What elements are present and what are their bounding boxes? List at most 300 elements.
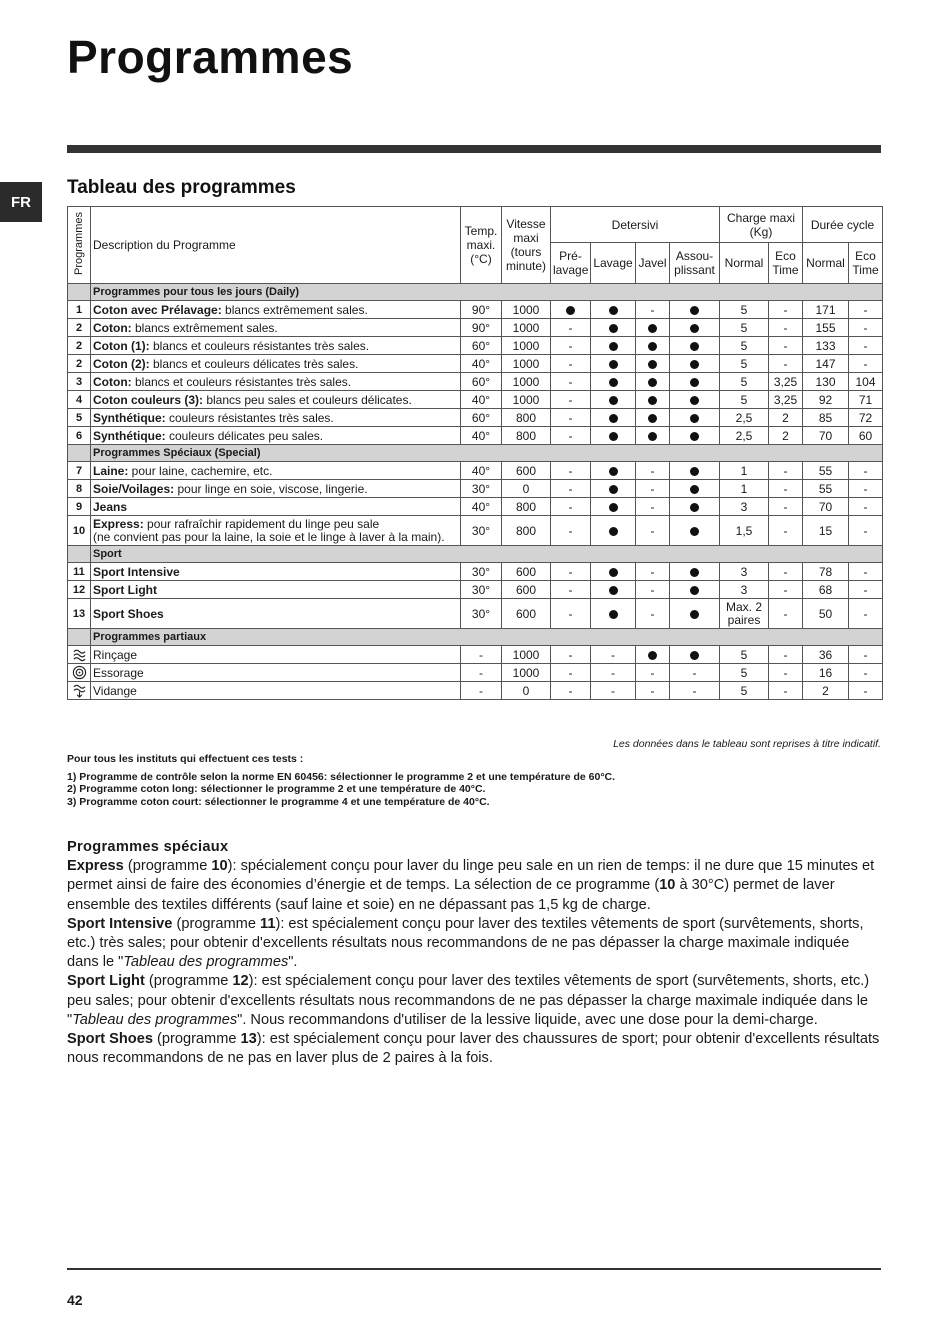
temp-value: 40° [461, 391, 502, 409]
duree-normal-value: 85 [803, 409, 849, 427]
duree-normal-value: 130 [803, 373, 849, 391]
duree-eco-value: - [849, 319, 883, 337]
temp-value: 40° [461, 462, 502, 480]
programme-detail: pour linge en soie, viscose, lingerie. [174, 481, 368, 496]
programme-number: 13 [68, 599, 91, 629]
table-row [68, 581, 883, 599]
filled-dot-icon [690, 503, 699, 512]
duree-normal-value: 16 [803, 664, 849, 682]
filled-dot-icon [609, 610, 618, 619]
javel-value [636, 355, 670, 373]
duree-normal-value: 68 [803, 581, 849, 599]
lavage-value [591, 581, 636, 599]
charge-eco-value: - [769, 646, 803, 664]
programme-name: Express: [93, 516, 144, 531]
programme-description [91, 498, 461, 516]
spin-icon [72, 665, 87, 680]
table-row [68, 427, 883, 445]
speed-value: 600 [502, 462, 551, 480]
group-label: Programmes pour tous les jours (Daily) [91, 284, 883, 301]
programmes-body [68, 284, 883, 700]
programmes-header-label: Programmes [73, 212, 85, 275]
sport-light-italic: Tableau des programmes [72, 1011, 238, 1028]
programme-description [91, 516, 461, 546]
programme-detail: blancs peu sales et couleurs délicates. [203, 392, 412, 407]
charge-eco-value: 2 [769, 427, 803, 445]
programme-description [91, 682, 461, 700]
sport-light-text: ): est spécialement conçu pour laver des textiles vêtements de sport (survêtements, shorts, etc.) peu sales; pour obtenir d'excellents résultats nous recommandons de ne pas dépasser la charge maximale indiquée dans le " [67, 973, 870, 1028]
filled-dot-icon [609, 568, 618, 577]
duree-eco-value: - [849, 337, 883, 355]
lavage-value [591, 498, 636, 516]
group-header-row [68, 284, 883, 301]
sport-light-paragraph [67, 972, 882, 1030]
duree-eco-value: 72 [849, 409, 883, 427]
filled-dot-icon [609, 414, 618, 423]
sport-light-num: 12 [232, 973, 249, 990]
programme-number [68, 682, 91, 700]
charge-eco-value: - [769, 355, 803, 373]
javel-value: - [636, 462, 670, 480]
temp-value: 60° [461, 409, 502, 427]
lavage-value: - [591, 646, 636, 664]
charge-normal-value: 3 [720, 498, 769, 516]
lavage-header: Lavage [591, 243, 636, 284]
table-row [68, 498, 883, 516]
charge-normal-value: 3 [720, 563, 769, 581]
programme-description [91, 337, 461, 355]
speed-value: 1000 [502, 301, 551, 319]
programme-number: 9 [68, 498, 91, 516]
programme-number: 12 [68, 581, 91, 599]
lavage-value [591, 480, 636, 498]
sport-light-name: Sport Light [67, 973, 145, 990]
lavage-value: - [591, 664, 636, 682]
language-tab: FR [0, 182, 42, 222]
duree-eco-value: - [849, 599, 883, 629]
charge-eco-value: 2 [769, 409, 803, 427]
test-instructions [67, 753, 615, 808]
group-label: Programmes partiaux [91, 629, 883, 646]
prelavage-value: - [551, 337, 591, 355]
prelavage-value: - [551, 664, 591, 682]
group-header-row [68, 546, 883, 563]
charge-normal-value: 3 [720, 581, 769, 599]
charge-eco-value: 3,25 [769, 373, 803, 391]
programme-description [91, 480, 461, 498]
assouplissant-value [670, 516, 720, 546]
express-num: 10 [211, 858, 228, 875]
prelavage-value: - [551, 480, 591, 498]
charge-normal-value: 2,5 [720, 427, 769, 445]
filled-dot-icon [609, 432, 618, 441]
express-prefix: (programme [123, 858, 212, 875]
programme-description [91, 563, 461, 581]
programme-detail: blancs et couleurs résistantes très sales. [149, 338, 370, 353]
programme-number: 7 [68, 462, 91, 480]
programme-number: 4 [68, 391, 91, 409]
sport-intensive-prefix: (programme [172, 915, 261, 932]
charge-eco-value: - [769, 563, 803, 581]
filled-dot-icon [690, 586, 699, 595]
programme-number: 2 [68, 337, 91, 355]
programme-number: 8 [68, 480, 91, 498]
prelavage-value: - [551, 427, 591, 445]
duree-eco-value: - [849, 646, 883, 664]
sport-intensive-paragraph [67, 915, 882, 973]
programme-number: 2 [68, 355, 91, 373]
filled-dot-icon [648, 378, 657, 387]
javel-value [636, 337, 670, 355]
charge-normal-value: 5 [720, 646, 769, 664]
filled-dot-icon [690, 306, 699, 315]
charge-normal-value: 5 [720, 355, 769, 373]
filled-dot-icon [690, 414, 699, 423]
group-spacer [68, 445, 91, 462]
duree-normal-value: 36 [803, 646, 849, 664]
duree-eco-value: 71 [849, 391, 883, 409]
group-spacer [68, 546, 91, 563]
javel-value [636, 319, 670, 337]
duree-eco-value: - [849, 581, 883, 599]
prelavage-value: - [551, 581, 591, 599]
filled-dot-icon [609, 378, 618, 387]
charge-normal-value: 5 [720, 301, 769, 319]
drain-icon [72, 683, 87, 698]
temp-value: 30° [461, 599, 502, 629]
filled-dot-icon [609, 360, 618, 369]
charge-eco-value: - [769, 301, 803, 319]
duree-normal-value: 2 [803, 682, 849, 700]
table-row [68, 462, 883, 480]
sport-intensive-name: Sport Intensive [67, 915, 173, 932]
duree-eco-value: - [849, 563, 883, 581]
programme-name: Coton (1): [93, 338, 150, 353]
programme-name: Soie/Voilages: [93, 481, 175, 496]
duree-eco-value: - [849, 682, 883, 700]
duree-eco-value: - [849, 498, 883, 516]
group-label: Programmes Spéciaux (Special) [91, 445, 883, 462]
javel-header: Javel [636, 243, 670, 284]
duree-normal-value: 50 [803, 599, 849, 629]
sport-intensive-text2: ". [288, 954, 298, 971]
lavage-value [591, 337, 636, 355]
duree-eco-value: 60 [849, 427, 883, 445]
title-rule [67, 145, 881, 153]
filled-dot-icon [609, 527, 618, 536]
filled-dot-icon [690, 610, 699, 619]
speed-value: 0 [502, 682, 551, 700]
filled-dot-icon [609, 306, 618, 315]
filled-dot-icon [648, 651, 657, 660]
test-line: 3) Programme coton court: sélectionner le programme 4 et une température de 40°C. [67, 795, 490, 808]
detersivi-header: Detersivi [551, 207, 720, 243]
prelavage-value: - [551, 319, 591, 337]
speed-header: Vitesse maxi (tours minute) [502, 207, 551, 284]
temp-value: 30° [461, 563, 502, 581]
page-title: Programmes [67, 31, 354, 83]
table-row [68, 646, 883, 664]
speed-value: 1000 [502, 646, 551, 664]
temp-value: - [461, 664, 502, 682]
special-title: Programmes spéciaux [67, 839, 229, 855]
duree-eco-value: - [849, 355, 883, 373]
programme-name: Synthétique: [93, 428, 166, 443]
sport-light-text2: ". Nous recommandons d'utiliser de la lessive liquide, avec une dose pour la demi-charge. [237, 1011, 818, 1028]
charge-normal-value: 5 [720, 664, 769, 682]
group-header-row [68, 445, 883, 462]
duree-normal-header: Normal [803, 243, 849, 284]
prelavage-value: - [551, 563, 591, 581]
javel-value: - [636, 563, 670, 581]
filled-dot-icon [648, 360, 657, 369]
programme-description [91, 391, 461, 409]
programme-description [91, 355, 461, 373]
programme-detail: pour laine, cachemire, etc. [128, 463, 273, 478]
lavage-value [591, 427, 636, 445]
duree-normal-value: 133 [803, 337, 849, 355]
filled-dot-icon [609, 467, 618, 476]
sport-intensive-num: 11 [260, 915, 276, 932]
programme-detail: blancs extrêmement sales. [131, 320, 278, 335]
speed-value: 800 [502, 498, 551, 516]
charge-normal-header: Normal [720, 243, 769, 284]
prelavage-value: - [551, 498, 591, 516]
speed-value: 1000 [502, 337, 551, 355]
programme-name: Coton: [93, 374, 132, 389]
prelavage-value: - [551, 599, 591, 629]
programme-name: Coton couleurs (3): [93, 392, 203, 407]
description-header: Description du Programme [91, 207, 461, 284]
programme-description [91, 319, 461, 337]
temp-value: - [461, 682, 502, 700]
speed-value: 800 [502, 409, 551, 427]
special-programmes-section [67, 838, 882, 1068]
duree-normal-value: 70 [803, 427, 849, 445]
assouplissant-value [670, 646, 720, 664]
speed-value: 800 [502, 427, 551, 445]
charge-eco-value: - [769, 516, 803, 546]
speed-value: 600 [502, 563, 551, 581]
charge-eco-value: - [769, 664, 803, 682]
programme-number: 6 [68, 427, 91, 445]
programme-name: Sport Intensive [93, 564, 180, 579]
programme-description [91, 646, 461, 664]
lavage-value [591, 301, 636, 319]
javel-value: - [636, 301, 670, 319]
filled-dot-icon [648, 342, 657, 351]
prelavage-value: - [551, 682, 591, 700]
prelavage-value: - [551, 462, 591, 480]
lavage-value [591, 599, 636, 629]
filled-dot-icon [690, 360, 699, 369]
assouplissant-value [670, 337, 720, 355]
programme-description [91, 599, 461, 629]
assouplissant-value [670, 373, 720, 391]
group-label: Sport [91, 546, 883, 563]
speed-value: 1000 [502, 373, 551, 391]
group-header-row [68, 629, 883, 646]
page-number: 42 [67, 1292, 83, 1308]
assouplissant-value [670, 301, 720, 319]
temp-value: 30° [461, 581, 502, 599]
charge-header: Charge maxi (Kg) [720, 207, 803, 243]
charge-eco-value: - [769, 599, 803, 629]
programme-detail: blancs et couleurs délicates très sales. [149, 356, 359, 371]
filled-dot-icon [690, 651, 699, 660]
charge-eco-value: - [769, 337, 803, 355]
group-spacer [68, 629, 91, 646]
assouplissant-header: Assou-plissant [670, 243, 720, 284]
prelavage-value [551, 301, 591, 319]
assouplissant-value [670, 462, 720, 480]
charge-normal-value: 5 [720, 337, 769, 355]
speed-value: 600 [502, 599, 551, 629]
programme-number: 5 [68, 409, 91, 427]
prelavage-header: Pré-lavage [551, 243, 591, 284]
charge-normal-value: 1 [720, 462, 769, 480]
charge-eco-header: Eco Time [769, 243, 803, 284]
programme-detail: couleurs résistantes très sales. [165, 410, 334, 425]
duree-normal-value: 147 [803, 355, 849, 373]
assouplissant-value [670, 563, 720, 581]
javel-value [636, 391, 670, 409]
sport-light-prefix: (programme [144, 973, 233, 990]
table-row [68, 319, 883, 337]
filled-dot-icon [690, 432, 699, 441]
programme-number: 11 [68, 563, 91, 581]
programme-description [91, 373, 461, 391]
duree-normal-value: 15 [803, 516, 849, 546]
table-row [68, 516, 883, 546]
duree-normal-value: 171 [803, 301, 849, 319]
programme-number [68, 646, 91, 664]
filled-dot-icon [648, 414, 657, 423]
lavage-value: - [591, 682, 636, 700]
filled-dot-icon [648, 432, 657, 441]
sport-shoes-prefix: (programme [152, 1031, 241, 1048]
programme-description [91, 427, 461, 445]
programme-detail: blancs et couleurs résistantes très sales. [131, 374, 352, 389]
express-text2: à 30°C) permet de laver ensemble des textiles différents (sauf laine et soie) en ne dépassant pas 1,5 kg de charge. [67, 877, 835, 913]
filled-dot-icon [690, 324, 699, 333]
duree-normal-value: 55 [803, 462, 849, 480]
speed-value: 0 [502, 480, 551, 498]
temp-value: 40° [461, 355, 502, 373]
temp-value: 90° [461, 301, 502, 319]
programme-description [91, 409, 461, 427]
filled-dot-icon [690, 342, 699, 351]
speed-value: 1000 [502, 355, 551, 373]
duree-normal-value: 92 [803, 391, 849, 409]
express-num2: 10 [659, 877, 676, 894]
table-row [68, 373, 883, 391]
duree-eco-value: - [849, 516, 883, 546]
table-row [68, 391, 883, 409]
programme-name: Sport Shoes [93, 606, 164, 621]
prelavage-value: - [551, 355, 591, 373]
duree-eco-header: Eco Time [849, 243, 883, 284]
prelavage-value: - [551, 646, 591, 664]
duree-eco-value: - [849, 480, 883, 498]
express-text: ): spécialement conçu pour laver du linge peu sale en un rien de temps: il ne dure que 15 minutes et permet ainsi de faire des économies d’énergie et de temps. La sélection de ce programme ( [67, 858, 875, 894]
charge-normal-value: 5 [720, 391, 769, 409]
table-row [68, 682, 883, 700]
javel-value: - [636, 682, 670, 700]
programme-name: Coton (2): [93, 356, 150, 371]
assouplissant-value [670, 427, 720, 445]
charge-normal-value: Max. 2 paires [720, 599, 769, 629]
prelavage-value: - [551, 391, 591, 409]
programme-number [68, 664, 91, 682]
prelavage-value: - [551, 409, 591, 427]
javel-value [636, 646, 670, 664]
temp-value: - [461, 646, 502, 664]
sport-shoes-num: 13 [240, 1031, 257, 1048]
sport-intensive-text: ): est spécialement conçu pour laver des textiles vêtements de sport (survêtements, shorts, etc.) très sales; pour obtenir d'excellents résultats nous recommandons de ne pas dépasser la charge maximale indiquée dans le " [67, 915, 864, 971]
charge-normal-value: 5 [720, 682, 769, 700]
lavage-value [591, 319, 636, 337]
table-row [68, 599, 883, 629]
charge-eco-value: 3,25 [769, 391, 803, 409]
duree-normal-value: 55 [803, 480, 849, 498]
charge-normal-value: 1 [720, 480, 769, 498]
programme-number: 1 [68, 301, 91, 319]
filled-dot-icon [648, 396, 657, 405]
programme-name: Laine: [93, 463, 129, 478]
section-title: Tableau des programmes [67, 177, 296, 198]
duree-normal-value: 70 [803, 498, 849, 516]
footer-rule [67, 1268, 881, 1270]
programme-name: Coton: [93, 320, 132, 335]
javel-value: - [636, 516, 670, 546]
express-paragraph [67, 857, 882, 915]
javel-value: - [636, 498, 670, 516]
charge-normal-value: 5 [720, 319, 769, 337]
prelavage-value: - [551, 516, 591, 546]
filled-dot-icon [690, 396, 699, 405]
temp-value: 90° [461, 319, 502, 337]
table-row [68, 480, 883, 498]
duree-eco-value: - [849, 664, 883, 682]
filled-dot-icon [690, 378, 699, 387]
assouplissant-value: - [670, 664, 720, 682]
charge-normal-value: 5 [720, 373, 769, 391]
assouplissant-value [670, 599, 720, 629]
javel-value: - [636, 581, 670, 599]
programme-name: Synthétique: [93, 410, 166, 425]
programme-name: Coton avec Prélavage: [93, 302, 222, 317]
charge-eco-value: - [769, 462, 803, 480]
charge-eco-value: - [769, 581, 803, 599]
test-line: 1) Programme de contrôle selon la norme EN 60456: sélectionner le programme 2 et une température de 60°C. [67, 770, 616, 783]
programme-number: 3 [68, 373, 91, 391]
filled-dot-icon [609, 485, 618, 494]
lavage-value [591, 391, 636, 409]
filled-dot-icon [690, 568, 699, 577]
programme-detail: Rinçage [93, 647, 138, 662]
filled-dot-icon [690, 467, 699, 476]
filled-dot-icon [609, 586, 618, 595]
programme-description [91, 664, 461, 682]
sport-shoes-name: Sport Shoes [67, 1031, 153, 1048]
programme-detail: Vidange [93, 683, 137, 698]
lavage-value [591, 409, 636, 427]
programme-name: Jeans [93, 499, 128, 514]
sport-shoes-paragraph [67, 1030, 882, 1068]
programme-number: 2 [68, 319, 91, 337]
table-row [68, 355, 883, 373]
